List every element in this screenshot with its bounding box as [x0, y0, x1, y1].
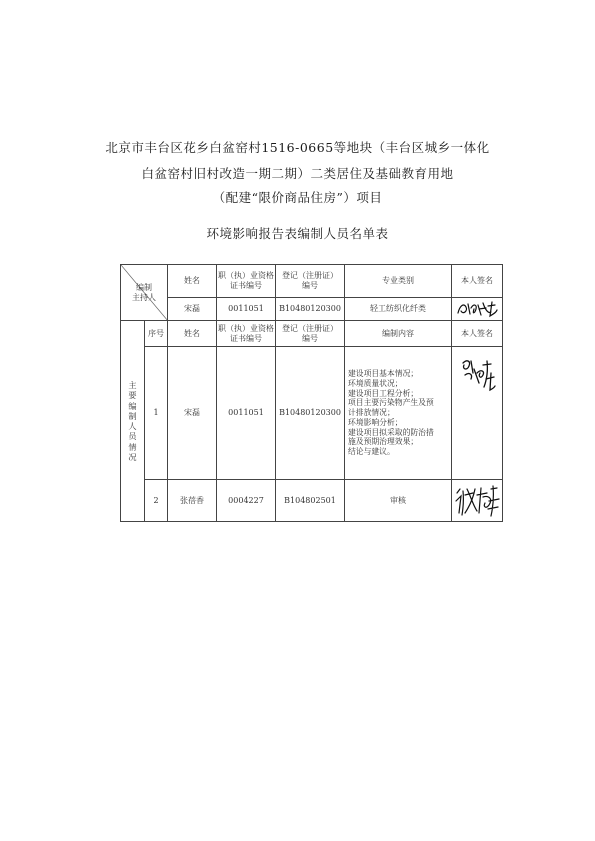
host-header-reg: 登记（注册证） 编号 — [276, 265, 345, 298]
staff-reg: B104802501 — [276, 480, 345, 522]
staff-index: 1 — [145, 347, 168, 480]
table-title: 环境影响报告表编制人员名单表 — [206, 226, 389, 241]
host-header-specialty: 专业类别 — [345, 265, 452, 298]
staff-cert: 0004227 — [217, 480, 276, 522]
staff-signature-cell — [452, 480, 503, 522]
title-line-1: 北京市丰台区花乡白盆窑村1516-0665等地块（丰台区城乡一体化 — [105, 140, 490, 155]
table-row — [121, 347, 503, 480]
host-signature-cell — [452, 298, 503, 321]
staff-signature-image — [453, 483, 501, 519]
staff-header-signature: 本人签名 — [452, 321, 503, 347]
title-line-2: 白盆窑村旧村改造一期二期）二类居住及基础教育用地 — [141, 166, 454, 181]
staff-cert: 0011051 — [217, 347, 276, 480]
staff-signature-cell — [452, 347, 503, 480]
staff-name: 张蓓香 — [168, 480, 217, 522]
host-row-label: 编制 主持人 — [132, 282, 156, 302]
host-reg: B10480120300 — [276, 298, 345, 321]
host-specialty: 轻工纺织化纤类 — [345, 298, 452, 321]
host-signature-image — [455, 299, 499, 319]
staff-content: 建设项目基本情况； 环境质量状况； 建设项目工程分析； 项目主要污染物产生及预 计排放情况； 环境影响分析； 建设项目拟采取的防治措 施及预期治理效果； 结论与建议。 — [345, 347, 452, 480]
host-header-cert: 职（执）业资格 证书编号 — [217, 265, 276, 298]
staff-header-content: 编制内容 — [345, 321, 452, 347]
staff-header-cert: 职（执）业资格 证书编号 — [217, 321, 276, 347]
host-header-name: 姓名 — [168, 265, 217, 298]
host-cert: 0011051 — [217, 298, 276, 321]
staff-header-reg: 登记（注册证） 编号 — [276, 321, 345, 347]
staff-name: 宋磊 — [168, 347, 217, 480]
staff-header-name: 姓名 — [168, 321, 217, 347]
host-header-row — [121, 265, 503, 298]
staff-header-index: 序号 — [145, 321, 168, 347]
staff-reg: B10480120300 — [276, 347, 345, 480]
staff-table — [120, 264, 503, 522]
staff-content: 审核 — [345, 480, 452, 522]
host-header-signature: 本人签名 — [452, 265, 503, 298]
host-row-label-cell — [121, 265, 168, 321]
staff-index: 2 — [145, 480, 168, 522]
table-row — [121, 480, 503, 522]
staff-header-row — [121, 321, 503, 347]
staff-row-label: 主 要 编 制 人 员 情 况 — [121, 321, 145, 522]
title-line-3: （配建“限价商品住房”）项目 — [212, 190, 383, 205]
host-name: 宋磊 — [168, 298, 217, 321]
staff-signature-image — [457, 355, 497, 395]
host-data-row — [121, 298, 503, 321]
